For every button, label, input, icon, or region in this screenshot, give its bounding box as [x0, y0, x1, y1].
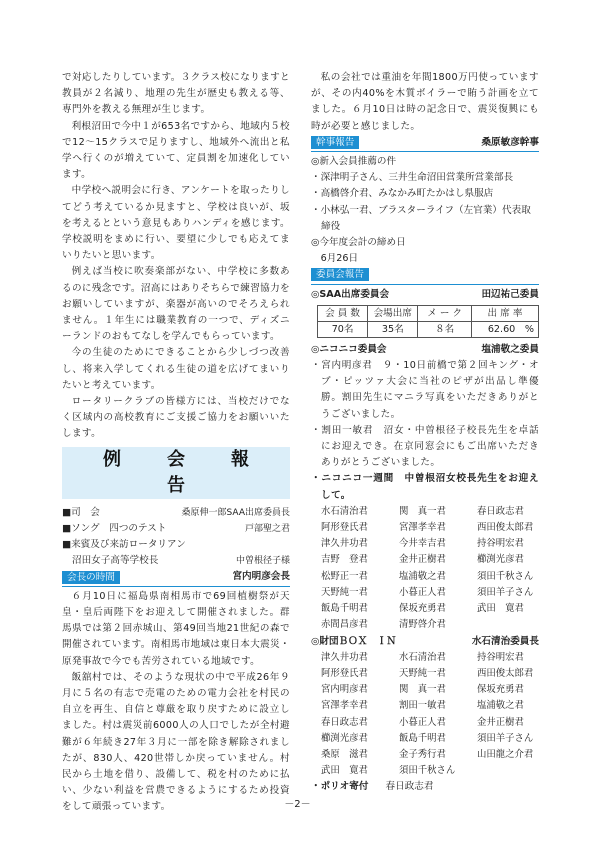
guest-name: 中曽根径子様	[235, 556, 290, 567]
member-name: 天野純一君	[399, 667, 446, 679]
niko-header	[311, 342, 539, 358]
attendance-table	[317, 305, 539, 338]
saa-title: ◎SAA出席委員会	[311, 288, 390, 300]
paragraph: 今の生徒のためにできることから少しづつ改善し、将来入学してくれる生徒の道を広げてまいりたいと考えています。	[62, 347, 290, 391]
member-name: 飯島千明君	[321, 603, 368, 615]
attendance-header: 会場出席	[368, 305, 418, 321]
niko-name: 塩浦敬之委員	[481, 343, 539, 355]
member-name: 塩浦敬之君	[477, 700, 524, 712]
polio-name: 春日政志君	[385, 781, 434, 793]
member-name: 清野啓介君	[399, 619, 446, 631]
member-name	[477, 763, 549, 779]
member-name: 春日政志君	[477, 505, 524, 517]
member-name: 小暮正人君	[399, 716, 446, 728]
member-name: 金井正樹君	[477, 716, 524, 728]
member-name: 塩浦敬之君	[399, 570, 446, 582]
member-name: 津久井功君	[321, 538, 368, 550]
president-time-header	[62, 569, 290, 586]
member-name: 須田羊子さん	[477, 732, 534, 744]
committee-report-header	[311, 267, 539, 284]
member-name: 水石清治君	[399, 651, 446, 663]
member-name: 関 真一君	[399, 684, 446, 696]
saa-header	[311, 287, 539, 303]
member-name: 西田俊太郎君	[477, 667, 534, 679]
attendance-value-row	[318, 321, 539, 337]
member-name: 保坂充勇君	[477, 684, 524, 696]
member-name: 持谷明宏君	[477, 651, 524, 663]
kanji-item: ・小林弘一君、ブラスターライフ（左官業）代表取締役	[311, 204, 531, 232]
program-row	[62, 521, 290, 537]
member-name: 武田 寛君	[477, 603, 524, 615]
attendance-value: 35名	[368, 321, 418, 337]
niko-item: ・割田一敏君 沼女・中曽根径子校長先生を卓話にお迎えでき。在京同窓会にもご出席いただきありがとうございました。	[311, 424, 539, 469]
member-name: 阿形登氏君	[321, 667, 368, 679]
member-name: 櫛渕光彦君	[477, 554, 524, 566]
guest-row	[62, 553, 290, 569]
member-name: 宮内明彦君	[321, 684, 368, 696]
attendance-value: 70名	[318, 321, 368, 337]
kanji-report-tag: 幹事報告	[311, 136, 359, 149]
paragraph: で対応したりしています。３クラス校になりますと教員が２名減り、地理の先生が歴史も教える等、専門外を教える無理が生じます。	[62, 72, 290, 116]
kanji-item: 6月26日	[311, 253, 359, 265]
member-name: 宮澤孝幸君	[321, 700, 368, 712]
member-name: 武田 寛君	[321, 765, 368, 777]
kanji-report-header	[311, 135, 539, 152]
page-number: －2－	[284, 799, 311, 810]
member-name: 今井幸吉君	[399, 538, 446, 550]
attendance-header: メ ー ク	[418, 305, 472, 321]
zaidan-header	[311, 634, 539, 650]
paragraph: ６月10日に福島県南相馬市で69回植樹祭が天皇・皇后両陛下をお迎えして開催されました。群馬県では第２回赤城山、第49回当地21世紀の森で開催されています。南相馬市地域は東日本大震災・原発事故で今でも苦労されている地域です。	[62, 590, 290, 667]
polio-row	[311, 779, 539, 795]
attendance-value: ８名	[418, 321, 472, 337]
program-row	[62, 537, 290, 553]
member-name: 関 真一君	[399, 505, 446, 517]
kanji-item: ◎新入会員推薦の件	[311, 156, 397, 168]
paragraph: 例えば当校に吹奏楽部がない、中学校に多数あるのに残念です。沼高にはありそちらで練習協力をお願いしていますが、楽器が高いのでそろえられません。１年生には職業教育の一つで、ディズニーランドのおもてなしを学んでもらっています。	[62, 266, 290, 343]
member-name: 津久井功君	[321, 651, 368, 663]
member-name: 阿形登氏君	[321, 522, 368, 534]
program-label: ■ソング 四つのテスト	[62, 522, 167, 534]
paragraph: ロータリークラブの皆様方には、当校だけでなく区域内の高校教育にご支援ご協力をお願いいたします。	[62, 396, 290, 440]
program-row	[62, 505, 290, 521]
paragraph: 利根沼田で今中１が653名ですから、地域内５校で12～15クラスで足りますし、地域外へ流出と私学へ行くのが増えていて、定員割を加速化しています。	[62, 120, 290, 181]
member-name: 天野純一君	[321, 586, 368, 598]
program-label: ■司 会	[62, 506, 100, 518]
guest-label: 沼田女子高等学校長	[72, 555, 159, 567]
member-name: 山田龍之介君	[477, 748, 534, 760]
week-names-grid	[311, 504, 539, 634]
program-name: 戸部聖之君	[244, 523, 290, 534]
member-name: 小暮正人君	[399, 586, 446, 598]
member-name: 吉野 登君	[321, 554, 368, 566]
member-name: 須田千秋さん	[477, 570, 534, 582]
kanji-item: ◎今年度会計の締め日	[311, 237, 406, 249]
president-name: 宮内明彦会長	[232, 571, 290, 583]
member-name: 赤間昌彦君	[321, 619, 368, 631]
member-name: 西田俊太郎君	[477, 522, 534, 534]
member-name: 櫛渕光彦君	[321, 732, 368, 744]
niko-item: ・宮内明彦君 ９・10日前橋で第２回キング・オブ・ピッツァ大会に当社のピザが出品し準優勝。割田先生にマニラ写真をいただきありがとうございました。	[311, 360, 539, 420]
member-name	[477, 617, 549, 633]
member-name: 水石清治君	[321, 505, 368, 517]
kanji-item: ・高橋啓介君、みなかみ町たかはし県服店	[311, 188, 494, 200]
member-name: 保坂充勇君	[399, 603, 446, 615]
member-name: 須田千秋さん	[399, 765, 456, 777]
member-name: 松野正一君	[321, 570, 368, 582]
member-name: 持谷明宏君	[477, 538, 524, 550]
paragraph: 中学校へ説明会に行き、アンケートを取ったりしてどう考えているか見ますと、学校は良いが、坂を考えるとという意見もありハンディを感じます。学校説明をまめに行い、要望に少しでも応えてまいりたいと思います。	[62, 185, 290, 262]
kanji-name: 桑原敏彦幹事	[481, 136, 539, 148]
program-name: 桑原伸一郎SAA出席委員長	[181, 507, 290, 518]
member-name: 飯島千明君	[399, 732, 446, 744]
member-name: 割田一敏君	[399, 700, 446, 712]
niko-week-title: ・ニコニコ一週間 中曽根沼女校長先生をお迎えして。	[311, 473, 539, 501]
kanji-item: ・深津明子さん、三井生命沼田営業所営業部長	[311, 172, 514, 184]
president-time-tag: 会長の時間	[62, 571, 120, 584]
committee-report-tag: 委員会報告	[311, 268, 369, 281]
attendance-header: 会 員 数	[318, 305, 368, 321]
member-name: 宮澤孝幸君	[399, 522, 446, 534]
member-name: 金子秀行君	[399, 748, 446, 760]
polio-label: ・ポリオ寄付	[311, 781, 369, 793]
program-label: ■来賓及び来訪ロータリアン	[62, 539, 186, 551]
member-name: 桑原 滋君	[321, 748, 368, 760]
left-column	[62, 70, 295, 816]
member-name: 春日政志君	[321, 716, 368, 728]
zaidan-names-grid	[311, 650, 539, 780]
member-name: 須田羊子さん	[477, 586, 534, 598]
section-title: 例 会 報 告	[62, 447, 290, 499]
paragraph: 私の会社では重油を年間1800万円使っていますが、その内40%を木質ボイラーで賄う計画を立てました。６月10日は時の記念日で、震災復興にも時が必要と感じました。	[311, 72, 539, 132]
right-column	[311, 70, 539, 796]
member-name: 金井正樹君	[399, 554, 446, 566]
saa-name: 田辺祐己委員	[481, 288, 539, 300]
zaidan-title: ◎財団ＢＯＸ ＩＮ	[311, 635, 397, 647]
attendance-header-row	[318, 305, 539, 321]
attendance-header: 出 席 率	[471, 305, 538, 321]
niko-title: ◎ニコニコ委員会	[311, 343, 387, 355]
attendance-value: 62.60 %	[471, 321, 538, 337]
zaidan-name: 水石清治委員長	[471, 635, 539, 647]
paragraph: 飯舘村では、そのような現状の中で平成26年９月に５名の有志で売電のための電力会社を村民の自立を再生、自信と尊厳を取り戻すために設立しました。村は震災前6000人の人口でしたが全村避難が６年続き27年３月に一部を除き解除されましたが、830人、420世帯しか戻っていません。村民から土地を借り、設備して、税を村のために払い、少ない利益を営農できるようにするため投資をして頑張っています。	[62, 671, 290, 813]
